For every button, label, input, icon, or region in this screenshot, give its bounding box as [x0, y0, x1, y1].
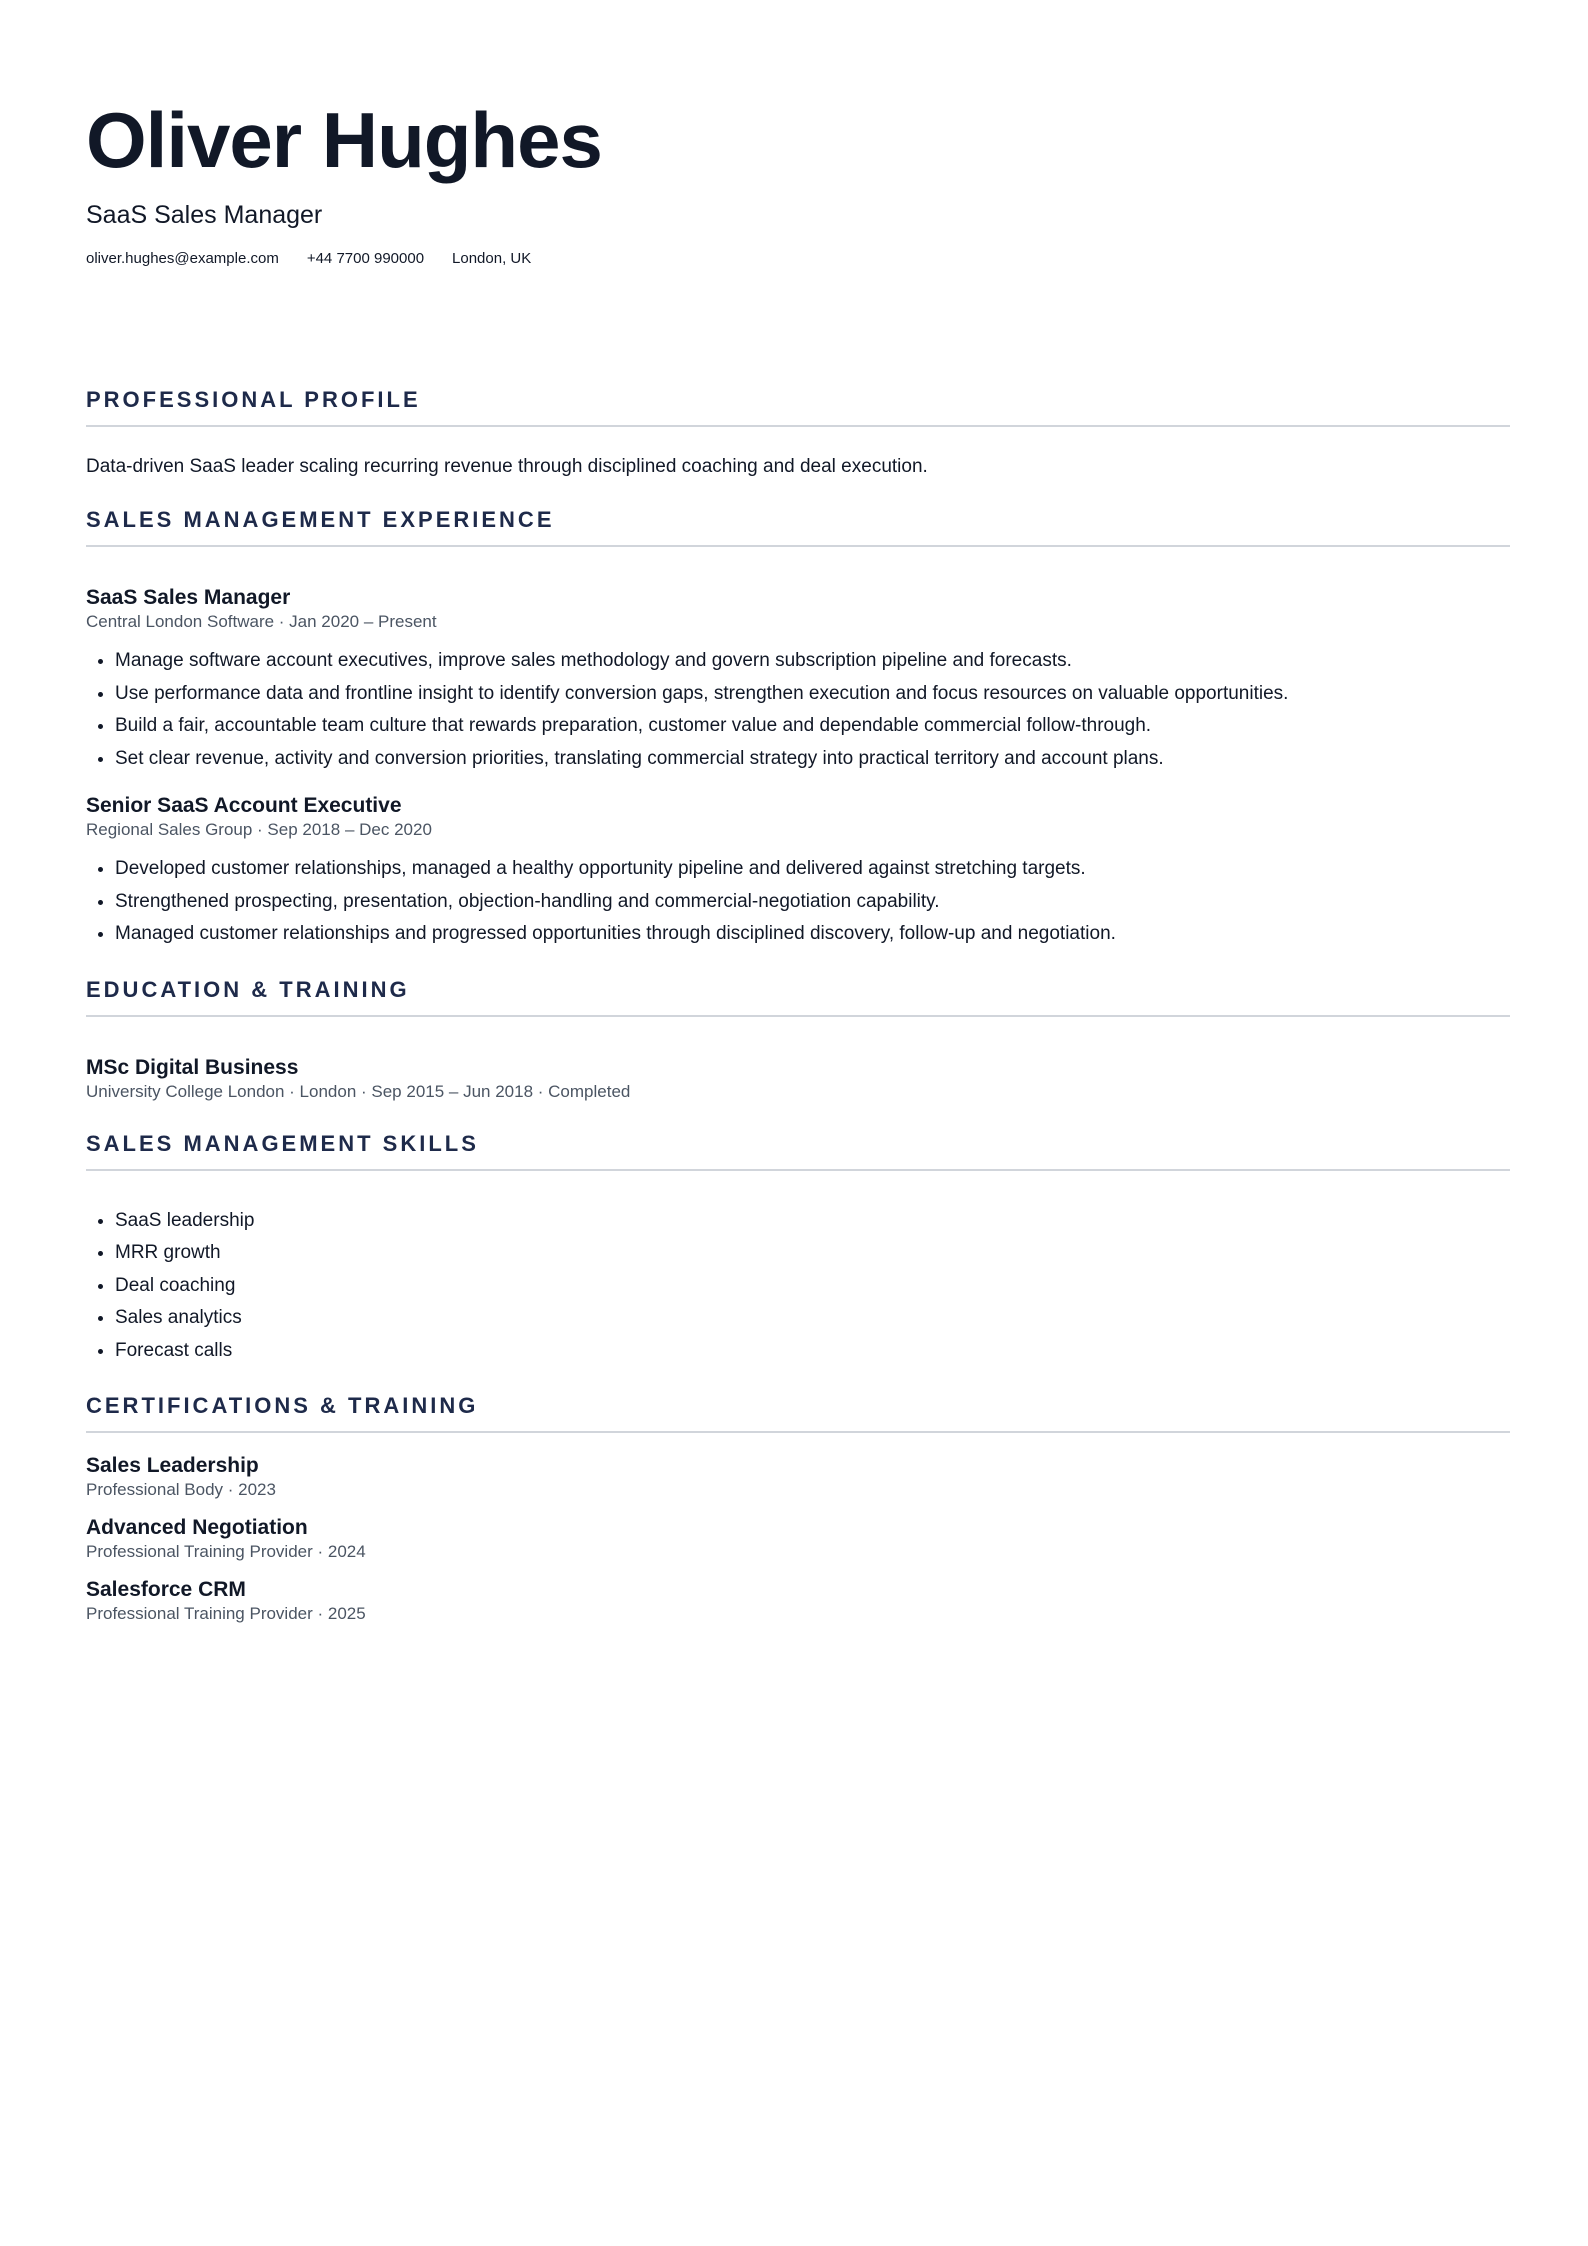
- cert-title: Advanced Negotiation: [86, 1516, 308, 1539]
- degree-meta: University College London · London · Sep 2015 – Jun 2018 · Completed: [86, 1081, 631, 1101]
- cert-entry: [86, 1515, 1510, 1563]
- job-bullet: • Manage software account executives, improve sales methodology and govern subscription pipeline and forecasts.: [115, 645, 1510, 678]
- contact-line: [86, 250, 1510, 267]
- section-heading: SALES MANAGEMENT EXPERIENCE: [86, 505, 1510, 547]
- section-heading: SALES MANAGEMENT SKILLS: [86, 1129, 1510, 1171]
- job-title: SaaS Sales Manager: [86, 586, 291, 609]
- section-heading: CERTIFICATIONS & TRAINING: [86, 1391, 1510, 1433]
- job-entry: [86, 793, 1510, 951]
- job-bullet: • Strengthened prospecting, presentation, objection-handling and commercial-negotiation capability.: [115, 886, 1510, 919]
- cert-meta: Professional Body · 2023: [86, 1480, 276, 1499]
- education-entry: [86, 1055, 1510, 1103]
- cert-entry: [86, 1577, 1510, 1625]
- skill-item: • Forecast calls: [115, 1335, 1510, 1368]
- job-entry: [86, 585, 1510, 775]
- section-education: [86, 975, 1510, 1103]
- section-certifications: [86, 1391, 1510, 1625]
- job-bullet: • Build a fair, accountable team culture that rewards preparation, customer value and dependable commercial follow-through.: [115, 710, 1510, 743]
- job-meta: Central London Software · Jan 2020 – Present: [86, 612, 437, 631]
- section-heading: EDUCATION & TRAINING: [86, 975, 1510, 1017]
- skill-item: • Sales analytics: [115, 1302, 1510, 1335]
- skill-item: • Deal coaching: [115, 1270, 1510, 1303]
- cert-title: Sales Leadership: [86, 1454, 259, 1477]
- job-bullets: [86, 645, 1510, 775]
- contact-email: oliver.hughes@example.com: [86, 250, 279, 267]
- skills-list: [86, 1205, 1510, 1368]
- skill-item: • SaaS leadership: [115, 1205, 1510, 1238]
- cert-title: Salesforce CRM: [86, 1578, 246, 1601]
- degree-title: MSc Digital Business: [86, 1055, 299, 1079]
- resume-page: [86, 90, 1510, 1625]
- skill-item: • MRR growth: [115, 1237, 1510, 1270]
- job-bullet: • Managed customer relationships and progressed opportunities through disciplined discovery, follow-up and negotiation.: [115, 918, 1510, 951]
- job-bullet: • Set clear revenue, activity and conversion priorities, translating commercial strategy into practical territory and account plans.: [115, 743, 1510, 776]
- cert-meta: Professional Training Provider · 2025: [86, 1604, 366, 1623]
- candidate-name: Oliver Hughes: [86, 96, 602, 184]
- candidate-headline: SaaS Sales Manager: [86, 201, 323, 229]
- contact-location: London, UK: [452, 250, 532, 267]
- job-bullet: • Developed customer relationships, managed a healthy opportunity pipeline and delivered against stretching targets.: [115, 853, 1510, 886]
- section-experience: [86, 505, 1510, 951]
- profile-summary: Data-driven SaaS leader scaling recurring revenue through disciplined coaching and deal execution.: [86, 456, 928, 477]
- job-bullet: • Use performance data and frontline insight to identify conversion gaps, strengthen execution and focus resources on valuable opportunities.: [115, 678, 1510, 711]
- contact-phone: +44 7700 990000: [306, 250, 425, 267]
- section-skills: [86, 1129, 1510, 1368]
- section-heading: PROFESSIONAL PROFILE: [86, 385, 1510, 427]
- cert-entry: [86, 1453, 1510, 1501]
- cert-meta: Professional Training Provider · 2024: [86, 1542, 366, 1561]
- job-title: Senior SaaS Account Executive: [86, 794, 402, 817]
- job-bullets: [86, 853, 1510, 951]
- section-profile: [86, 385, 1510, 481]
- job-meta: Regional Sales Group · Sep 2018 – Dec 2020: [86, 820, 432, 839]
